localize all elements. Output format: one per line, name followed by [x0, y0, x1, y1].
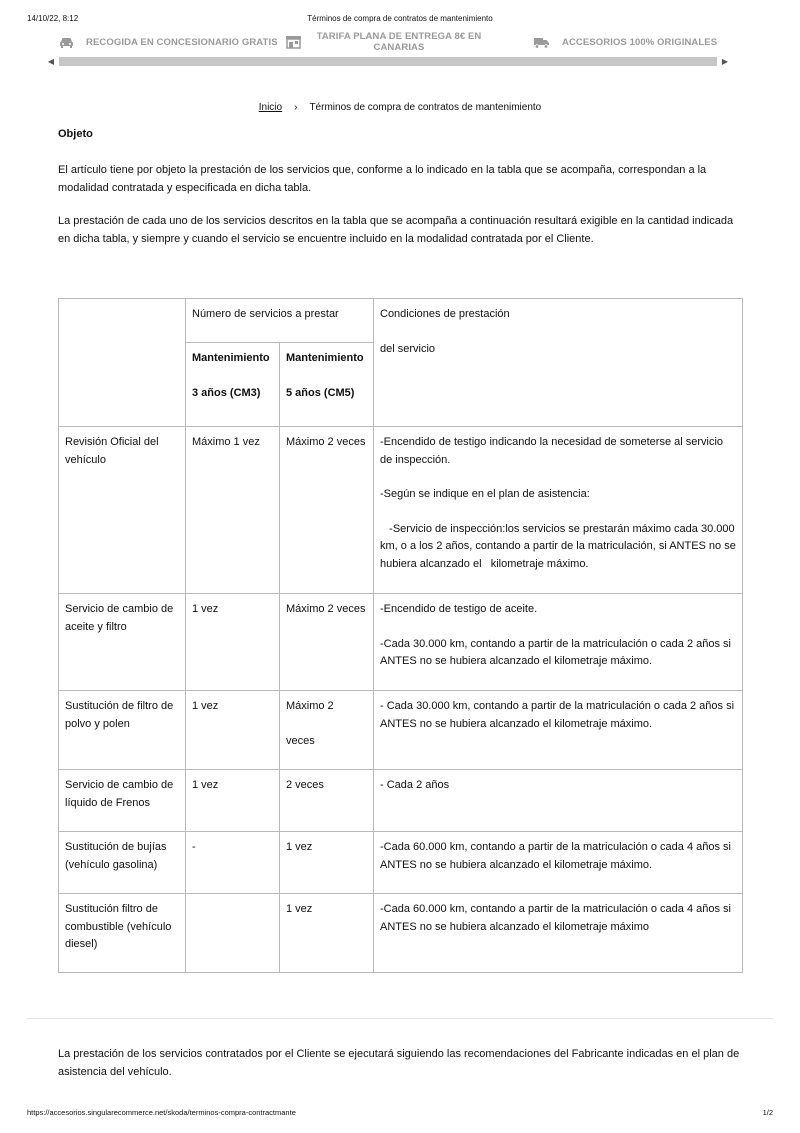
service-name: Servicio de cambio de líquido de Frenos [59, 770, 186, 832]
print-date: 14/10/22, 8:12 [27, 14, 79, 23]
service-name: Revisión Oficial del vehículo [59, 427, 186, 594]
service-cm3: 1 vez [186, 594, 280, 691]
condition-line: -Servicio de inspección:los servicios se prestarán máximo cada 30.000 km, o a los 2 años, contando a partir de la matriculación, si ANTES no se hubiera alcanzado el kilometraje máximo. [380, 522, 741, 570]
breadcrumb-home-link[interactable]: Inicio [258, 102, 283, 113]
banner-label: TARIFA PLANA DE ENTREGA 8€ EN CANARIAS [316, 31, 482, 53]
service-conditions [374, 691, 743, 770]
car-icon [59, 36, 74, 48]
condition-line: - Cada 2 años [380, 779, 450, 791]
scrollbar-thumb[interactable] [59, 57, 717, 66]
section-title: Objeto [58, 128, 93, 140]
divider [27, 1018, 773, 1019]
service-cm5: 2 veces [280, 770, 374, 832]
header-cm5-line1: Mantenimiento [286, 352, 364, 364]
table-corner-cell [59, 299, 186, 427]
service-cm5-line: Máximo 2 [286, 700, 334, 712]
service-cm5 [280, 691, 374, 770]
table-row [59, 894, 743, 973]
scroll-right-arrow-icon[interactable]: ▶ [721, 57, 729, 66]
header-cm5-line2: 5 años (CM5) [286, 386, 355, 399]
condition-line: -Cada 60.000 km, contando a partir de la matriculación o cada 4 años si ANTES no se hubiera alcanzado el kilometraje máximo. [380, 841, 731, 871]
breadcrumb-separator-icon: › [294, 102, 298, 113]
service-name: Servicio de cambio de aceite y filtro [59, 594, 186, 691]
services-table [58, 298, 743, 973]
service-cm3: 1 vez [186, 691, 280, 770]
header-condiciones-line1: Condiciones de prestación [380, 308, 510, 320]
table-row [59, 691, 743, 770]
header-cm5 [280, 343, 374, 427]
table-row [59, 427, 743, 594]
header-cm3-line2: 3 años (CM3) [192, 386, 261, 399]
header-condiciones [374, 299, 743, 427]
table-row [59, 770, 743, 832]
service-cm5: 1 vez [280, 832, 374, 894]
service-cm3 [186, 894, 280, 973]
condition-line: - Cada 30.000 km, contando a partir de la matriculación o cada 2 años si ANTES no se hubiera alcanzado el kilometraje máximo. [380, 700, 735, 730]
banner-label: RECOGIDA EN CONCESIONARIO GRATIS [86, 36, 278, 48]
header-cm3-line1: Mantenimiento [192, 352, 270, 364]
print-url: https://accesorios.singularecommerce.net/skoda/terminos-compra-contractmante [27, 1108, 296, 1117]
promo-banner [45, 30, 735, 54]
service-conditions [374, 427, 743, 594]
header-servicios: Número de servicios a prestar [186, 299, 374, 343]
table-row [59, 832, 743, 894]
store-icon [285, 35, 302, 49]
service-cm5: 1 vez [280, 894, 374, 973]
header-cm3 [186, 343, 280, 427]
condition-line: -Cada 60.000 km, contando a partir de la matriculación o cada 4 años si ANTES no se hubiera alcanzado el kilometraje máximo [380, 903, 731, 933]
breadcrumb [0, 102, 800, 113]
service-cm5-line: veces [286, 734, 315, 747]
truck-icon [533, 36, 550, 49]
print-title: Términos de compra de contratos de mantenimiento [307, 14, 493, 23]
service-cm3: Máximo 1 vez [186, 427, 280, 594]
service-cm3: 1 vez [186, 770, 280, 832]
service-conditions [374, 770, 743, 832]
scroll-left-arrow-icon[interactable]: ◀ [47, 57, 55, 66]
horizontal-scrollbar[interactable] [45, 55, 731, 68]
service-cm3: - [186, 832, 280, 894]
banner-item-originals[interactable] [533, 30, 717, 54]
condition-line: -Según se indique en el plan de asistencia: [380, 488, 590, 500]
banner-label: ACCESORIOS 100% ORIGINALES [562, 36, 718, 48]
banner-item-flat-rate[interactable] [285, 30, 484, 54]
banner-item-pickup[interactable] [59, 30, 278, 54]
table-header-row [59, 299, 743, 343]
footer-paragraph: La prestación de los servicios contratados por el Cliente se ejecutará siguiendo las recomendaciones del Fabricante indicadas en el plan de asistencia del vehículo. [58, 1048, 740, 1078]
service-name: Sustitución de bujías (vehículo gasolina) [59, 832, 186, 894]
table-row [59, 594, 743, 691]
conditions-paragraph: La prestación de cada uno de los servicios descritos en la tabla que se acompaña a continuación resultará exigible en la cantidad indicada en dicha tabla, y siempre y cuando el servicio se encuentre incluido en la modalidad contratada por el Cliente. [58, 215, 734, 245]
condition-line: -Cada 30.000 km, contando a partir de la matriculación o cada 2 años si ANTES no se hubiera alcanzado el kilometraje máximo. [380, 637, 731, 667]
service-conditions [374, 832, 743, 894]
service-cm5: Máximo 2 veces [280, 594, 374, 691]
breadcrumb-current: Términos de compra de contratos de mantenimiento [309, 102, 542, 113]
service-conditions [374, 594, 743, 691]
print-page-number: 1/2 [762, 1108, 773, 1117]
service-name: Sustitución filtro de combustible (vehículo diesel) [59, 894, 186, 973]
service-cm5: Máximo 2 veces [280, 427, 374, 594]
condition-line: -Encendido de testigo indicando la necesidad de someterse al servicio de inspección. [380, 436, 724, 466]
service-name: Sustitución de filtro de polvo y polen [59, 691, 186, 770]
condition-line: -Encendido de testigo de aceite. [380, 603, 538, 615]
service-conditions [374, 894, 743, 973]
intro-paragraph: El artículo tiene por objeto la prestación de los servicios que, conforme a lo indicado en la tabla que se acompaña, correspondan a la modalidad contratada y especificada en dicha tabla. [58, 164, 707, 194]
header-condiciones-line2: del servicio [380, 342, 436, 355]
